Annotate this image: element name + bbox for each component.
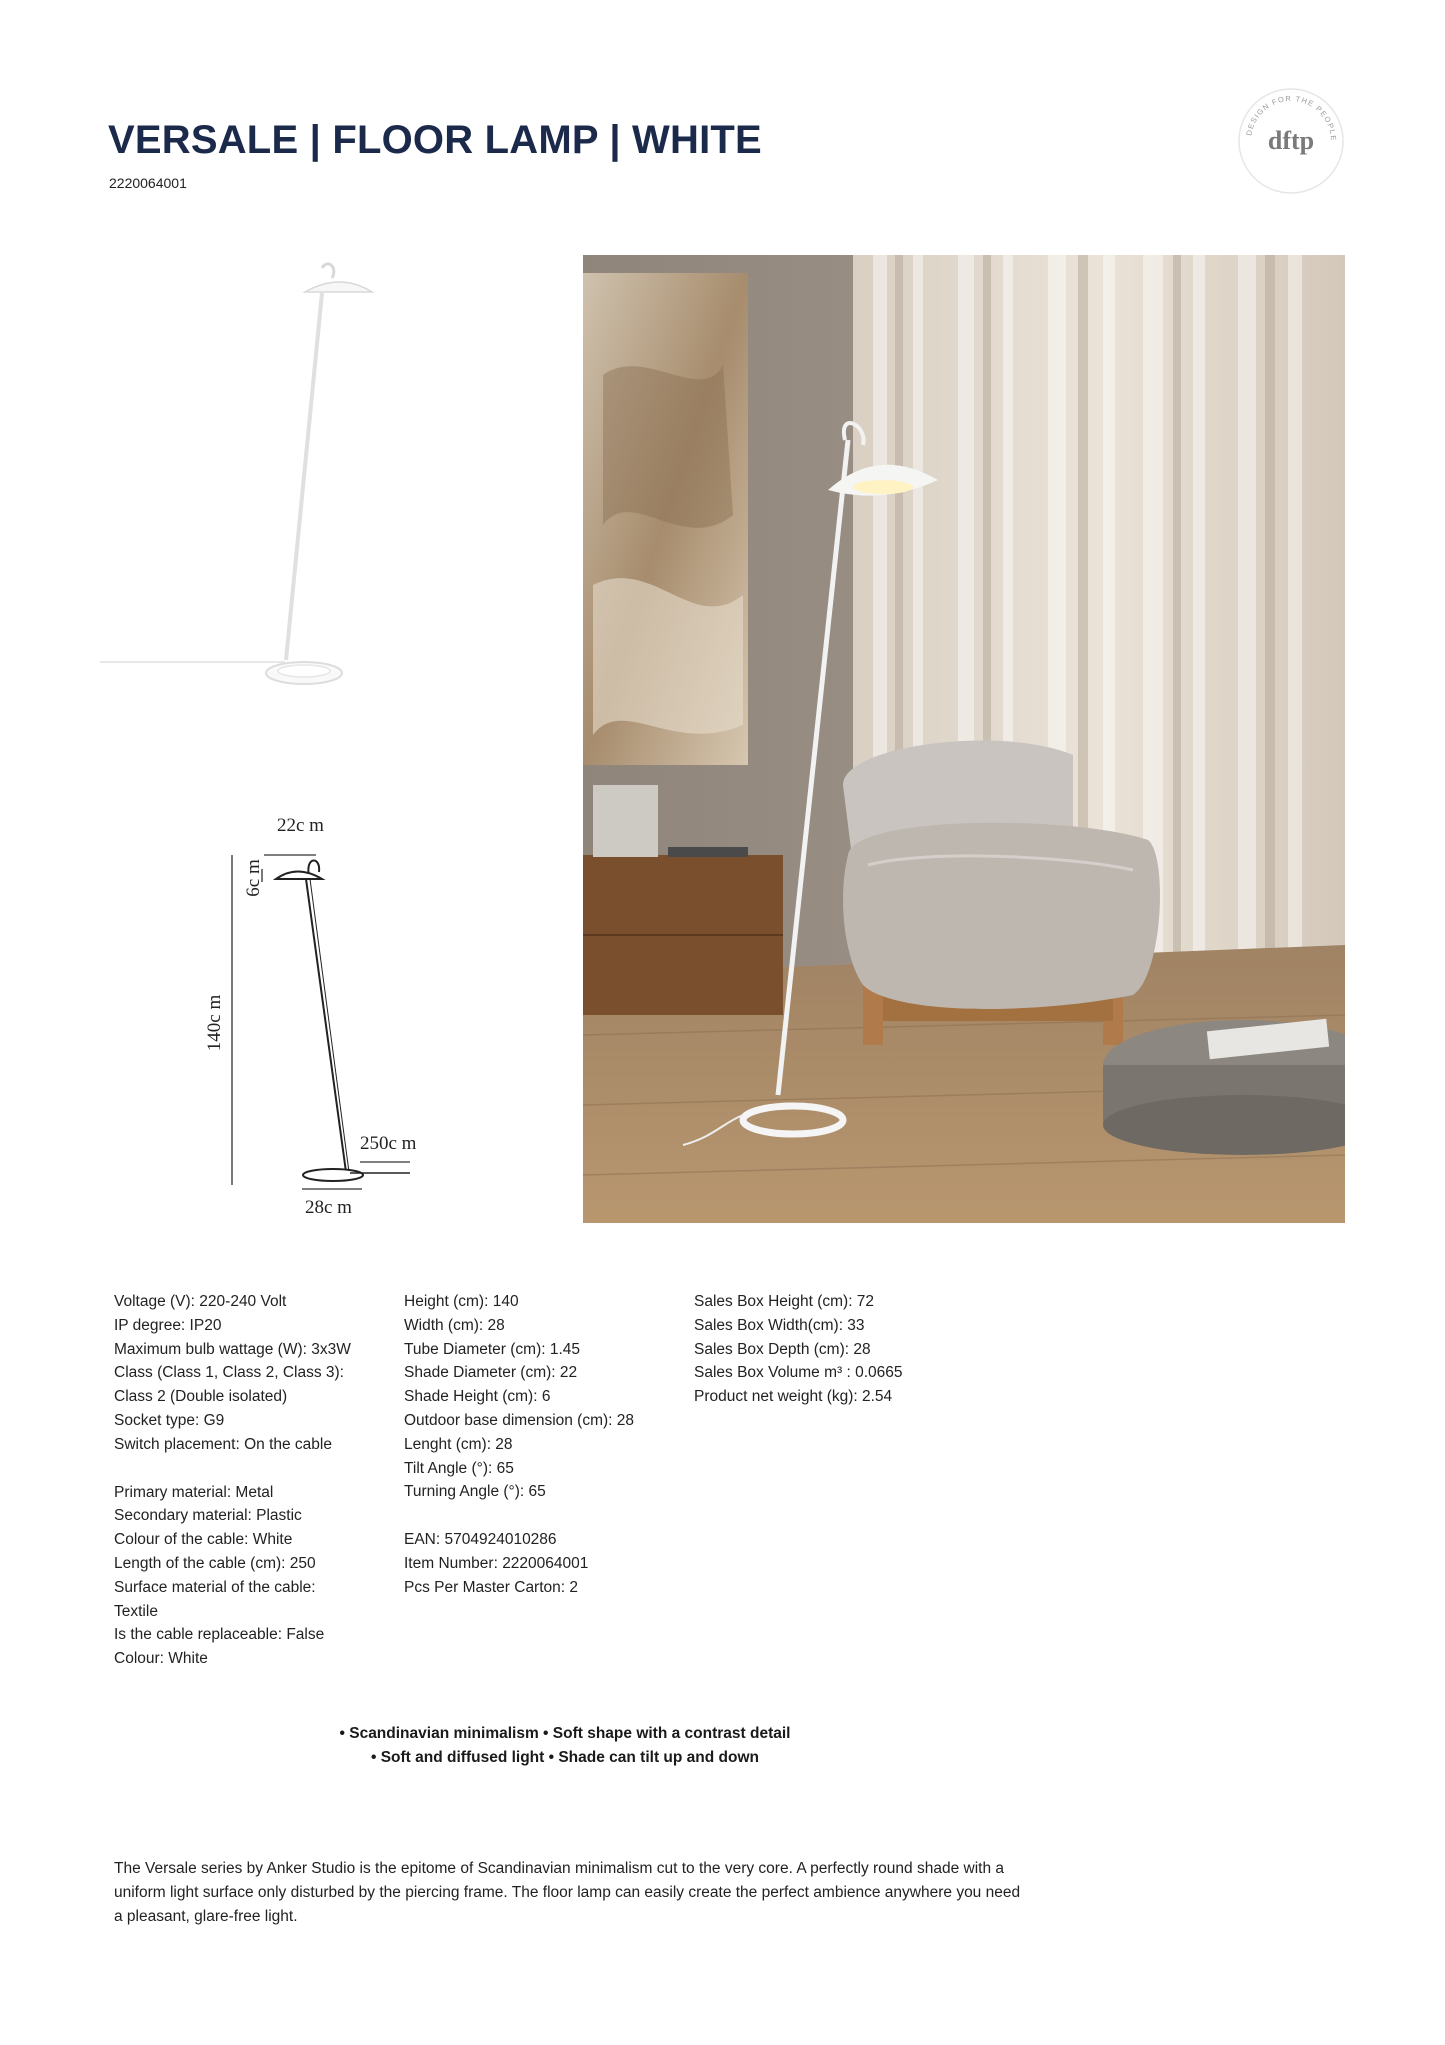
spec-line: Shade Height (cm): 6	[404, 1388, 551, 1406]
page-title: VERSALE | FLOOR LAMP | WHITE	[108, 118, 762, 162]
product-drawing	[100, 260, 400, 700]
spec-column-electrical	[114, 1290, 374, 1671]
spec-line: Class 2 (Double isolated)	[114, 1388, 288, 1406]
spec-line: Pcs Per Master Carton: 2	[404, 1578, 579, 1596]
spec-column-dimensions	[404, 1290, 664, 1600]
spec-line: Primary material: Metal	[114, 1483, 274, 1501]
spec-line: Switch placement: On the cable	[114, 1435, 332, 1453]
product-code: 2220064001	[109, 175, 187, 191]
spec-line: Colour: White	[114, 1650, 208, 1668]
spec-line: Sales Box Height (cm): 72	[694, 1293, 875, 1310]
spec-line: Lenght (cm): 28	[404, 1435, 513, 1453]
spec-line: Turning Angle (°): 65	[404, 1483, 546, 1501]
spec-line: Product net weight (kg): 2.54	[694, 1388, 893, 1406]
spec-line: Maximum bulb wattage (W): 3x3W	[114, 1340, 351, 1358]
spec-line: Item Number: 2220064001	[404, 1554, 589, 1572]
spec-line: Width (cm): 28	[404, 1316, 505, 1334]
product-photo	[583, 255, 1345, 1223]
dim-height: 140c m	[204, 994, 225, 1052]
spec-line: EAN: 5704924010286	[404, 1531, 557, 1549]
spec-line: Secondary material: Plastic	[114, 1507, 302, 1525]
spec-line: Textile	[114, 1602, 158, 1620]
spec-line: Sales Box Volume m³ : 0.0665	[694, 1364, 903, 1382]
spec-line: Tube Diameter (cm): 1.45	[404, 1340, 581, 1358]
spec-line: Height (cm): 140	[404, 1293, 519, 1310]
dim-shade-height: 6c m	[243, 859, 264, 897]
spec-line: Sales Box Depth (cm): 28	[694, 1340, 871, 1358]
spec-line: Length of the cable (cm): 250	[114, 1554, 316, 1572]
feature-line: • Soft and diffused light • Shade can tilt up and down	[370, 1749, 759, 1766]
dim-base: 28c m	[305, 1197, 352, 1218]
spec-line: Shade Diameter (cm): 22	[404, 1364, 578, 1382]
spec-column-packaging	[694, 1290, 994, 1409]
spec-line: IP degree: IP20	[114, 1316, 222, 1334]
spec-line: Colour of the cable: White	[114, 1531, 293, 1549]
logo-text: dftp	[1267, 126, 1315, 155]
spec-line: Tilt Angle (°): 65	[404, 1459, 514, 1477]
spec-line: Is the cable replaceable: False	[114, 1626, 325, 1644]
spec-line: Voltage (V): 220-240 Volt	[114, 1293, 287, 1310]
logo-ring-text: DESIGN FOR THE PEOPLE	[1244, 93, 1339, 142]
spec-line: Socket type: G9	[114, 1411, 225, 1429]
dim-cable: 250c m	[360, 1133, 417, 1154]
brand-logo	[1236, 86, 1346, 196]
dimension-drawing	[190, 800, 450, 1240]
spec-line: Surface material of the cable:	[114, 1578, 316, 1596]
feature-list	[0, 1722, 1130, 1770]
spec-line: Sales Box Width(cm): 33	[694, 1316, 865, 1334]
spec-line: Outdoor base dimension (cm): 28	[404, 1411, 635, 1429]
product-description: The Versale series by Anker Studio is the epitome of Scandinavian minimalism cut to the very core. A perfectly round shade with a uniform light surface only disturbed by the piercing frame. The floor lamp can easily create the perfect ambience anywhere you need a pleasant, glare-free light.	[114, 1860, 1021, 1925]
feature-line: • Scandinavian minimalism • Soft shape with a contrast detail	[339, 1725, 791, 1742]
spec-line: Class (Class 1, Class 2, Class 3):	[114, 1364, 344, 1382]
dim-shade-diameter: 22c m	[277, 815, 324, 836]
